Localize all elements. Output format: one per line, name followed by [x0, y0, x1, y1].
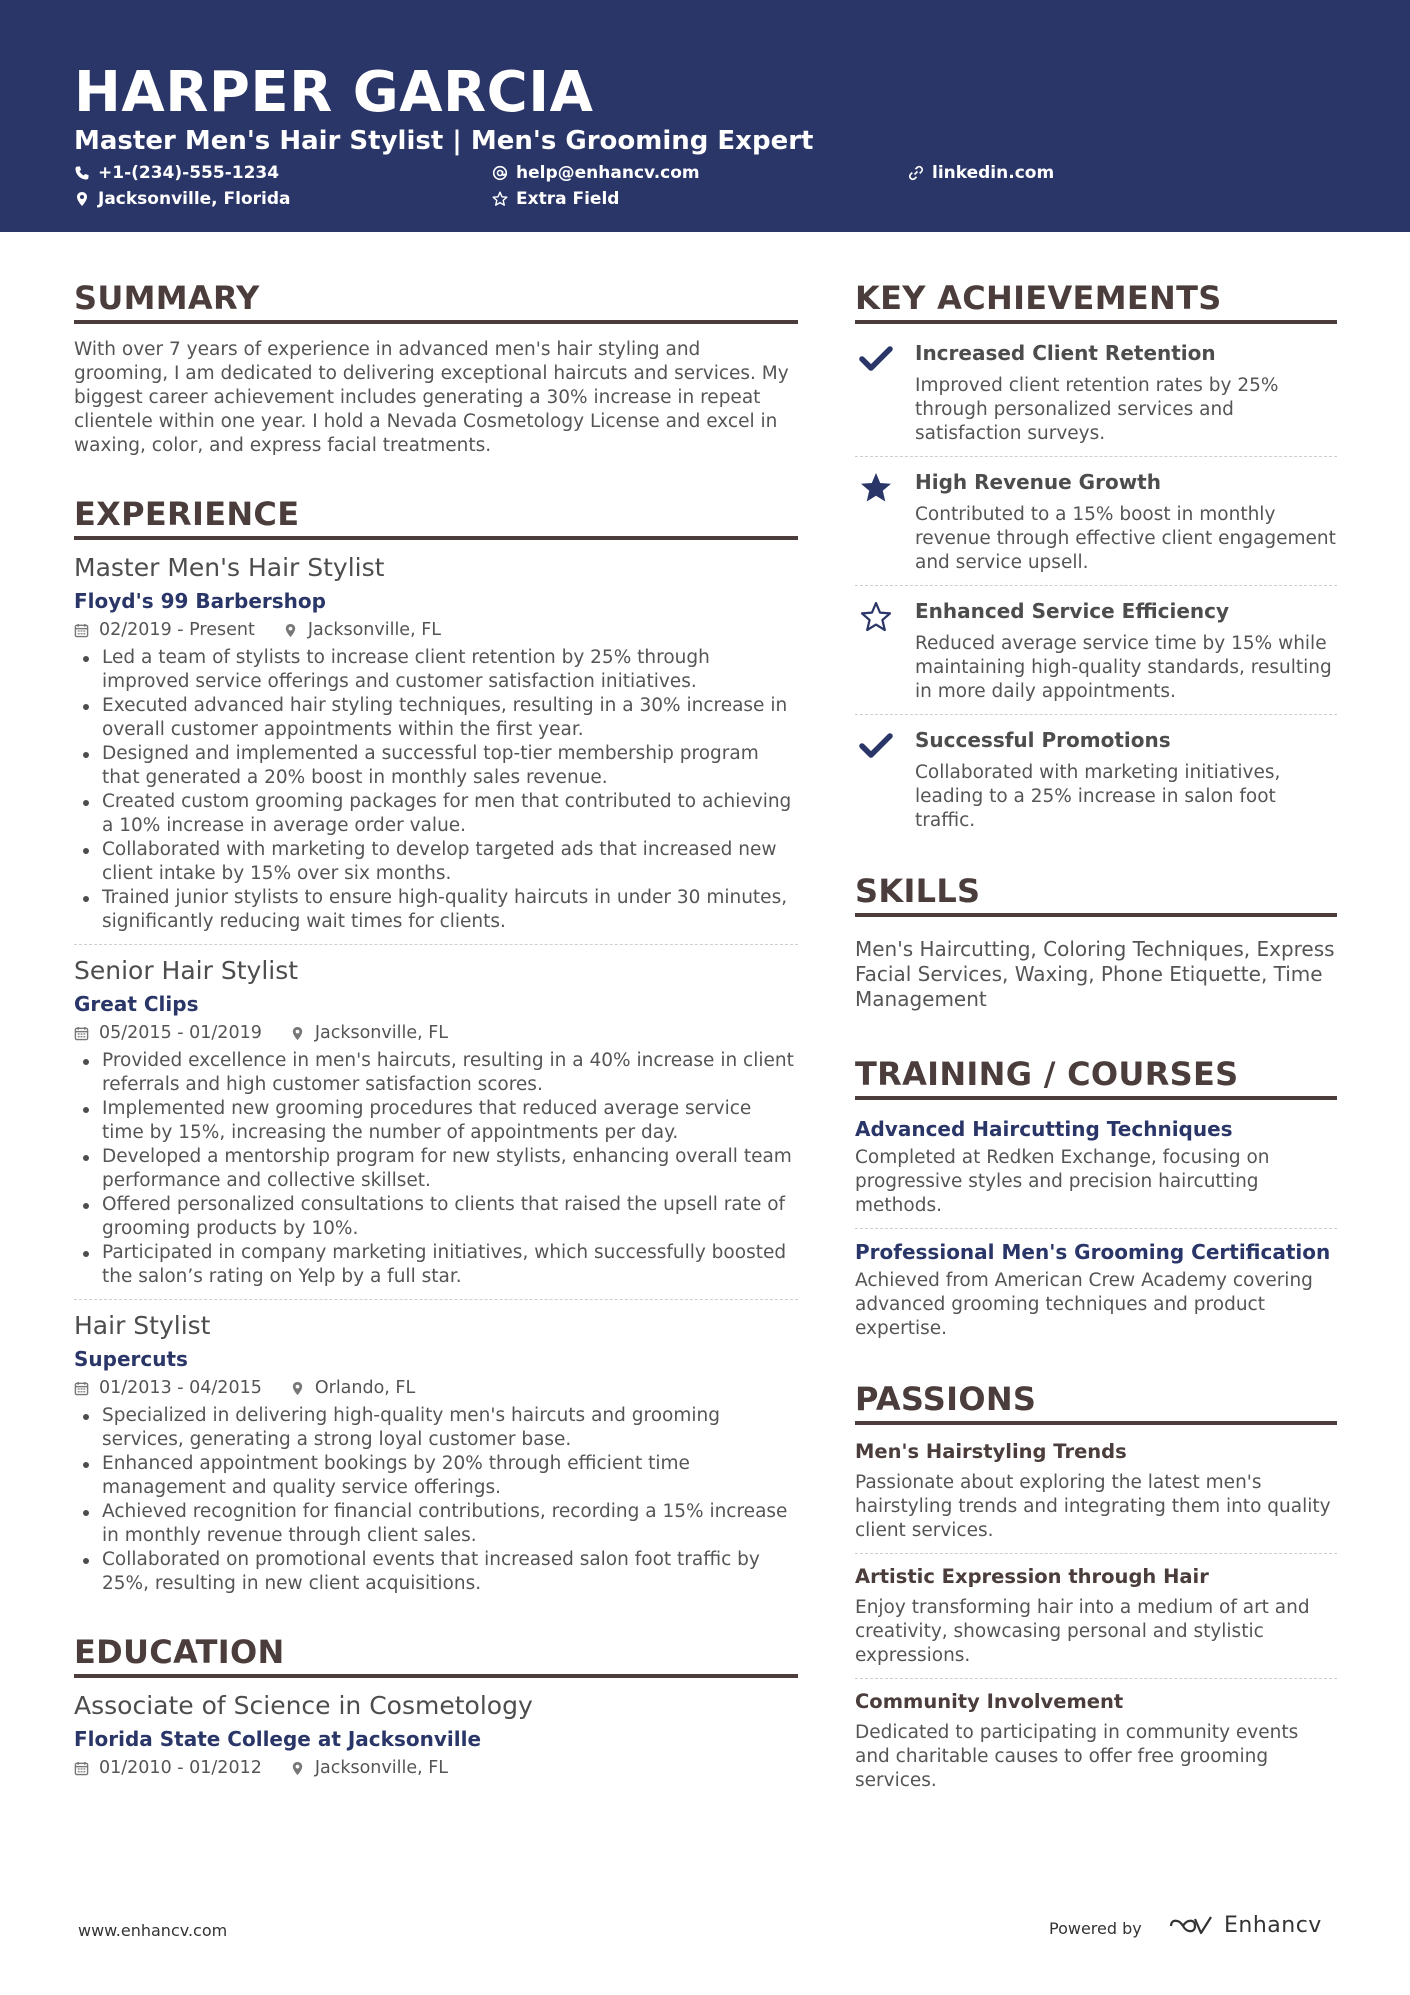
divider	[855, 1553, 1337, 1554]
education-location: Jacksonville, FL	[314, 1758, 449, 1778]
location-text: Jacksonville, Florida	[98, 189, 291, 209]
email-text: help@enhancv.com	[516, 163, 700, 183]
summary-text: With over 7 years of experience in advanced men's hair styling and grooming, I am dedicated to delivering exceptional haircuts and services. My biggest career achievement includes generating a 30% increase in repeat clientele within one year. I hold a Nevada Cosmetology License and excel in waxing, color, and express facial treatments.	[74, 339, 789, 456]
achievement-item	[855, 324, 1337, 456]
course-desc: Achieved from American Crew Academy covering advanced grooming techniques and product expertise.	[855, 1270, 1313, 1339]
job-meta	[74, 618, 798, 642]
skills-text: Men's Haircutting, Coloring Techniques, Express Facial Services, Waxing, Phone Etiquette, Time Management	[855, 937, 1335, 1011]
degree-title: Associate of Science in Cosmetology	[74, 1691, 533, 1720]
job-bullet: Provided excellence in men's haircuts, resulting in a 40% increase in client referrals and high customer satisfaction scores.	[74, 1049, 798, 1097]
job-bullet: Collaborated with marketing to develop targeted ads that increased new client intake by 15% over six months.	[74, 838, 798, 886]
job-company: Great Clips	[74, 992, 199, 1016]
divider	[74, 1299, 798, 1300]
star-filled-icon	[859, 471, 893, 505]
job-bullet: Executed advanced hair styling techniques, resulting in a 30% increase in overall customer appointments within the first year.	[74, 694, 798, 742]
job-bullet: Trained junior stylists to ensure high-quality haircuts in under 30 minutes, significantly reducing wait times for clients.	[74, 886, 798, 934]
passion-desc: Dedicated to participating in community events and charitable causes to offer free grooming services.	[855, 1722, 1299, 1791]
experience-item	[74, 552, 798, 934]
job-location-wrap	[283, 618, 441, 642]
location-pin-icon	[290, 1381, 305, 1396]
link-icon	[908, 165, 924, 181]
course-item	[855, 1116, 1337, 1218]
education-location-wrap	[290, 1756, 448, 1780]
job-bullet: Developed a mentorship program for new stylists, enhancing overall team performance and collective skillset.	[74, 1145, 798, 1193]
job-bullet: Specialized in delivering high-quality men's haircuts and grooming services, generating a strong loyal customer base.	[74, 1404, 798, 1452]
right-column	[855, 278, 1337, 1793]
achievements-heading: KEY ACHIEVEMENTS	[855, 278, 1337, 324]
contact-phone	[74, 162, 279, 184]
experience-section	[74, 494, 798, 1596]
at-icon	[492, 165, 508, 181]
education-meta	[74, 1756, 798, 1780]
job-bullet: Created custom grooming packages for men that contributed to achieving a 10% increase in average order value.	[74, 790, 798, 838]
star-outline-icon	[492, 191, 508, 207]
passion-title: Artistic Expression through Hair	[855, 1565, 1209, 1588]
job-title: Senior Hair Stylist	[74, 956, 299, 985]
job-bullets	[74, 1049, 798, 1289]
skills-section	[855, 871, 1337, 1012]
job-location-wrap	[290, 1376, 415, 1400]
achievement-item	[855, 715, 1337, 843]
achievement-item	[855, 586, 1337, 714]
job-dates: 05/2015 - 01/2019	[99, 1023, 262, 1043]
job-bullets	[74, 646, 798, 934]
divider	[74, 944, 798, 945]
location-pin-icon	[290, 1761, 305, 1776]
experience-item	[74, 1310, 798, 1596]
achievement-desc: Reduced average service time by 15% while maintaining high-quality standards, resulting in more daily appointments.	[915, 633, 1332, 702]
passions-section	[855, 1379, 1337, 1793]
job-bullet: Led a team of stylists to increase client retention by 25% through improved service offerings and customer satisfaction initiatives.	[74, 646, 798, 694]
job-location: Jacksonville, FL	[314, 1023, 449, 1043]
divider	[855, 1678, 1337, 1679]
job-bullet: Enhanced appointment bookings by 20% through efficient time management and quality service offerings.	[74, 1452, 798, 1500]
education-item	[74, 1690, 798, 1780]
training-heading: TRAINING / COURSES	[855, 1054, 1337, 1100]
experience-item	[74, 955, 798, 1289]
job-bullet: Participated in company marketing initiatives, which successfully boosted the salon’s rating on Yelp by a full star.	[74, 1241, 798, 1289]
training-section	[855, 1054, 1337, 1341]
job-bullets	[74, 1404, 798, 1596]
education-section	[74, 1632, 798, 1780]
job-company: Floyd's 99 Barbershop	[74, 589, 326, 613]
achievement-title: Enhanced Service Efficiency	[915, 599, 1230, 623]
passion-item	[855, 1689, 1337, 1793]
achievement-desc: Contributed to a 15% boost in monthly revenue through effective client engagement and service upsell.	[915, 504, 1336, 573]
job-bullet: Designed and implemented a successful top-tier membership program that generated a 20% boost in monthly sales revenue.	[74, 742, 798, 790]
education-heading: EDUCATION	[74, 1632, 798, 1678]
job-title: Master Men's Hair Stylist	[74, 553, 385, 582]
contact-email[interactable]	[492, 162, 700, 184]
job-location-wrap	[290, 1021, 448, 1045]
footer-powered-by: Powered by	[1049, 1919, 1142, 1938]
course-desc: Completed at Redken Exchange, focusing on progressive styles and precision haircutting methods.	[855, 1147, 1270, 1216]
job-bullet: Implemented new grooming procedures that reduced average service time by 15%, increasing the number of appointments per day.	[74, 1097, 798, 1145]
passion-item	[855, 1439, 1337, 1543]
location-pin-icon	[283, 623, 298, 638]
candidate-headline: Master Men's Hair Stylist | Men's Grooming Expert	[74, 126, 814, 156]
passion-desc: Enjoy transforming hair into a medium of art and creativity, showcasing personal and stylistic expressions.	[855, 1597, 1310, 1666]
job-dates: 02/2019 - Present	[99, 620, 255, 640]
calendar-icon	[74, 1381, 89, 1396]
linkedin-text: linkedin.com	[932, 163, 1055, 183]
passions-heading: PASSIONS	[855, 1379, 1337, 1425]
course-title: Professional Men's Grooming Certification	[855, 1240, 1331, 1264]
divider	[855, 1228, 1337, 1229]
job-company: Supercuts	[74, 1347, 188, 1371]
enhancv-brand: Enhancv	[1224, 1913, 1322, 1938]
job-bullet: Offered personalized consultations to clients that raised the upsell rate of grooming products by 10%.	[74, 1193, 798, 1241]
star-outline-icon	[859, 600, 893, 634]
check-icon	[859, 729, 893, 763]
left-column	[74, 278, 798, 1780]
contact-linkedin[interactable]	[908, 162, 1054, 184]
job-bullet: Achieved recognition for financial contributions, recording a 15% increase in monthly revenue through client sales.	[74, 1500, 798, 1548]
course-item	[855, 1239, 1337, 1341]
passion-item	[855, 1564, 1337, 1668]
candidate-name: HARPER GARCIA	[74, 60, 594, 125]
course-title: Advanced Haircutting Techniques	[855, 1117, 1233, 1141]
check-icon	[859, 342, 893, 376]
achievement-desc: Improved client retention rates by 25% through personalized services and satisfaction surveys.	[915, 375, 1279, 444]
passion-title: Men's Hairstyling Trends	[855, 1440, 1127, 1463]
job-location: Orlando, FL	[314, 1378, 416, 1398]
summary-section	[74, 278, 798, 458]
calendar-icon	[74, 1026, 89, 1041]
extra-text: Extra Field	[516, 189, 620, 209]
achievement-desc: Collaborated with marketing initiatives, leading to a 25% increase in salon foot traffic.	[915, 762, 1281, 831]
enhancv-logo[interactable]	[1168, 1912, 1322, 1940]
enhancv-logo-icon	[1168, 1913, 1214, 1939]
contact-extra	[492, 188, 619, 210]
footer-website[interactable]: www.enhancv.com	[78, 1921, 228, 1940]
job-title: Hair Stylist	[74, 1311, 211, 1340]
calendar-icon	[74, 623, 89, 638]
location-pin-icon	[74, 191, 90, 207]
phone-text: +1-(234)-555-1234	[98, 163, 280, 183]
education-dates: 01/2010 - 01/2012	[99, 1758, 262, 1778]
school-name: Florida State College at Jacksonville	[74, 1727, 482, 1751]
achievement-title: High Revenue Growth	[915, 470, 1161, 494]
job-meta	[74, 1021, 798, 1045]
phone-icon	[74, 165, 90, 181]
calendar-icon	[74, 1761, 89, 1776]
contact-location	[74, 188, 291, 210]
achievement-item	[855, 457, 1337, 585]
job-meta	[74, 1376, 798, 1400]
resume-header	[0, 0, 1410, 232]
achievement-title: Increased Client Retention	[915, 341, 1216, 365]
job-location: Jacksonville, FL	[307, 620, 442, 640]
passion-desc: Passionate about exploring the latest men's hairstyling trends and integrating them into quality client services.	[855, 1472, 1331, 1541]
achievement-title: Successful Promotions	[915, 728, 1171, 752]
passion-title: Community Involvement	[855, 1690, 1124, 1713]
location-pin-icon	[290, 1026, 305, 1041]
skills-heading: SKILLS	[855, 871, 1337, 917]
job-dates: 01/2013 - 04/2015	[99, 1378, 262, 1398]
job-bullet: Collaborated on promotional events that increased salon foot traffic by 25%, resulting in new client acquisitions.	[74, 1548, 798, 1596]
achievements-section	[855, 278, 1337, 843]
summary-heading: SUMMARY	[74, 278, 798, 324]
experience-heading: EXPERIENCE	[74, 494, 798, 540]
